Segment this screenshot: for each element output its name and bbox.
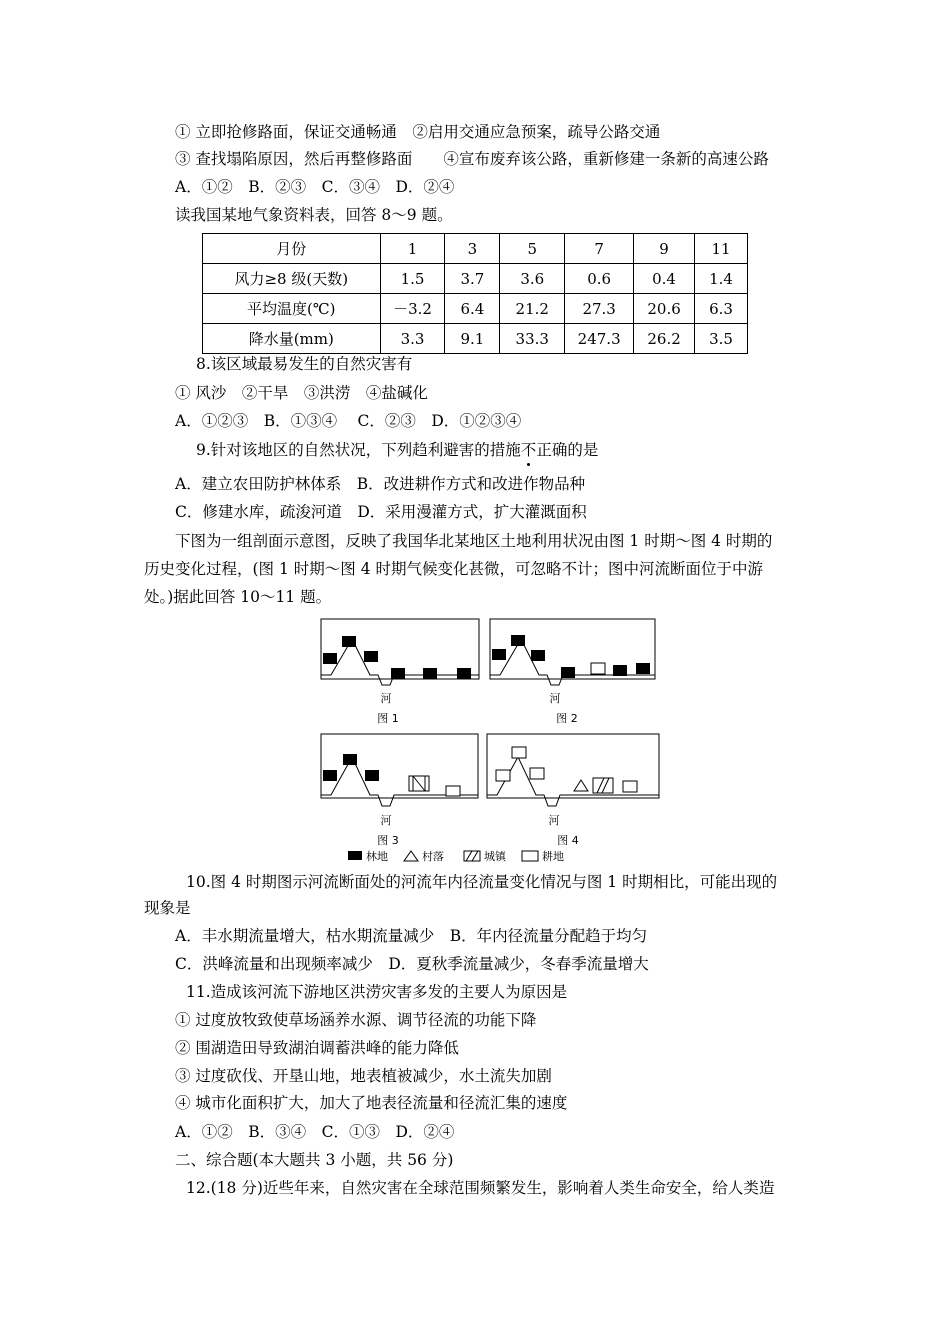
table-cell: －3.2	[380, 294, 445, 324]
table-cell: 3.3	[380, 324, 445, 354]
table-cell: 27.3	[565, 294, 634, 324]
table-cell: 9.1	[445, 324, 500, 354]
question-8-options: ① 风沙 ②干旱 ③洪涝 ④盐碱化	[175, 384, 428, 402]
cross-section-1	[321, 619, 479, 725]
table-cell: 33.3	[500, 324, 565, 354]
question-9-text: 9.针对该地区的自然状况，下列趋利避害的措施	[196, 441, 521, 459]
table-cell: 降水量(mm)	[203, 324, 381, 354]
legend-farmland-swatch	[522, 851, 538, 861]
table-cell: 月份	[203, 234, 381, 264]
legend-town-label: 城镇	[484, 850, 506, 863]
table-cell: 6.3	[695, 294, 748, 324]
table-intro: 读我国某地气象资料表，回答 8～9 题。	[175, 206, 453, 224]
question-11-answers: A．①② B．③④ C．①③ D．②④	[175, 1123, 455, 1141]
question-11-option-3: ③ 过度砍伐、开垦山地，地表植被减少，水土流失加剧	[175, 1067, 552, 1085]
table-cell: 11	[695, 234, 748, 264]
question-9	[196, 440, 598, 460]
figure-legend	[348, 849, 564, 863]
question-9-text-end: 正确的是	[536, 441, 599, 459]
river-label: 河	[548, 814, 560, 827]
table-cell: 平均温度(℃)	[203, 294, 381, 324]
table-cell: 5	[500, 234, 565, 264]
forest-block	[323, 770, 337, 781]
forest-block	[561, 667, 575, 678]
land-use-cross-section-figure	[318, 617, 663, 867]
question-12: 12.(18 分)近些年来，自然灾害在全球范围频繁发生，影响着人类生命安全，给人类造	[186, 1179, 775, 1197]
emphasis-not: 不	[520, 441, 537, 459]
farmland-block	[530, 768, 544, 779]
table-cell: 1.4	[695, 264, 748, 294]
question-11-option-2: ② 围湖造田导致湖泊调蓄洪峰的能力降低	[175, 1039, 459, 1057]
legend-village-swatch	[404, 851, 418, 861]
table-cell: 247.3	[565, 324, 634, 354]
question-9-option-ab: A．建立农田防护林体系 B．改进耕作方式和改进作物品种	[175, 475, 586, 493]
table-cell: 21.2	[500, 294, 565, 324]
river-label: 河	[380, 814, 392, 827]
legend-forest-swatch	[348, 851, 362, 860]
legend-farmland-label: 耕地	[542, 850, 564, 863]
table-cell: 0.4	[634, 264, 695, 294]
question-10-option-cd: C．洪峰流量和出现频率减少 D．夏秋季流量减少，冬春季流量增大	[175, 955, 649, 973]
table-row	[203, 324, 748, 354]
question-8: 8.该区域最易发生的自然灾害有	[196, 355, 413, 373]
forest-block	[457, 668, 471, 679]
forest-block	[323, 653, 337, 664]
option-line-2: ③ 查找塌陷原因，然后再整修路面 ④宣布废弃该公路，重新修建一条新的高速公路	[175, 150, 769, 168]
table-header-row	[203, 234, 748, 264]
fig-1-caption: 图 1	[377, 712, 399, 725]
figure-intro-1: 下图为一组剖面示意图，反映了我国华北某地区土地利用状况由图 1 时期～图 4 时期的	[175, 532, 773, 550]
table-cell: 26.2	[634, 324, 695, 354]
table-cell: 9	[634, 234, 695, 264]
forest-block	[364, 651, 378, 662]
table-cell: 6.4	[445, 294, 500, 324]
table-cell: 3.5	[695, 324, 748, 354]
farmland-block	[496, 770, 510, 781]
fig-3-caption: 图 3	[377, 834, 399, 847]
table-cell: 1	[380, 234, 445, 264]
farmland-block	[623, 781, 637, 792]
table-cell: 3.7	[445, 264, 500, 294]
cross-section-4	[487, 734, 659, 847]
option-line-1: ① 立即抢修路面，保证交通畅通 ②启用交通应急预案，疏导公路交通	[175, 123, 661, 141]
table-row	[203, 294, 748, 324]
table-cell: 1.5	[380, 264, 445, 294]
forest-block	[342, 636, 356, 647]
farmland-block	[512, 747, 526, 758]
figure-intro-3: 处。)据此回答 10～11 题。	[144, 588, 332, 606]
table-cell: 3.6	[500, 264, 565, 294]
cross-section-3	[321, 734, 478, 847]
answer-choices-7: A．①② B．②③ C．③④ D．②④	[175, 178, 455, 196]
forest-block	[636, 663, 650, 674]
table-row	[203, 264, 748, 294]
question-11-option-4: ④ 城市化面积扩大，加大了地表径流量和径流汇集的速度	[175, 1094, 568, 1112]
question-10-cont: 现象是	[144, 899, 191, 917]
forest-block	[511, 635, 525, 646]
forest-block	[391, 668, 405, 679]
section-2-heading: 二、综合题(本大题共 3 小题，共 56 分)	[175, 1151, 454, 1169]
question-8-answers: A．①②③ B．①③④ C．②③ D．①②③④	[175, 412, 522, 430]
forest-block	[492, 649, 506, 660]
farmland-block	[591, 663, 605, 674]
forest-block	[343, 754, 357, 765]
forest-block	[531, 650, 545, 661]
figure-intro-2: 历史变化过程，(图 1 时期～图 4 时期气候变化甚微，可忽略不计；图中河流断面位于中游	[144, 560, 763, 578]
question-11-option-1: ① 过度放牧致使草场涵养水源、调节径流的功能下降	[175, 1011, 537, 1029]
river-label: 河	[549, 692, 561, 705]
table-cell: 0.6	[565, 264, 634, 294]
cross-section-2	[490, 619, 655, 725]
forest-block	[365, 770, 379, 781]
village-triangle	[574, 780, 588, 791]
table-cell: 3	[445, 234, 500, 264]
fig-4-caption: 图 4	[557, 834, 579, 847]
question-9-option-cd: C．修建水库，疏浚河道 D．采用漫灌方式，扩大灌溉面积	[175, 503, 587, 521]
fig-2-caption: 图 2	[556, 712, 578, 725]
forest-block	[423, 668, 437, 679]
river-label: 河	[380, 692, 392, 705]
table-cell: 7	[565, 234, 634, 264]
question-10: 10.图 4 时期图示河流断面处的河流年内径流量变化情况与图 1 时期相比，可能出现的	[186, 873, 778, 891]
question-11: 11.造成该河流下游地区洪涝灾害多发的主要人为原因是	[186, 983, 568, 1001]
weather-table	[202, 233, 748, 354]
table-cell: 风力≥8 级(天数)	[203, 264, 381, 294]
farmland-block	[446, 786, 460, 796]
legend-forest-label: 林地	[366, 850, 388, 863]
forest-block	[613, 665, 627, 676]
table-cell: 20.6	[634, 294, 695, 324]
legend-village-label: 村落	[422, 850, 444, 863]
question-10-option-ab: A．丰水期流量增大，枯水期流量减少 B．年内径流量分配趋于均匀	[175, 927, 648, 945]
